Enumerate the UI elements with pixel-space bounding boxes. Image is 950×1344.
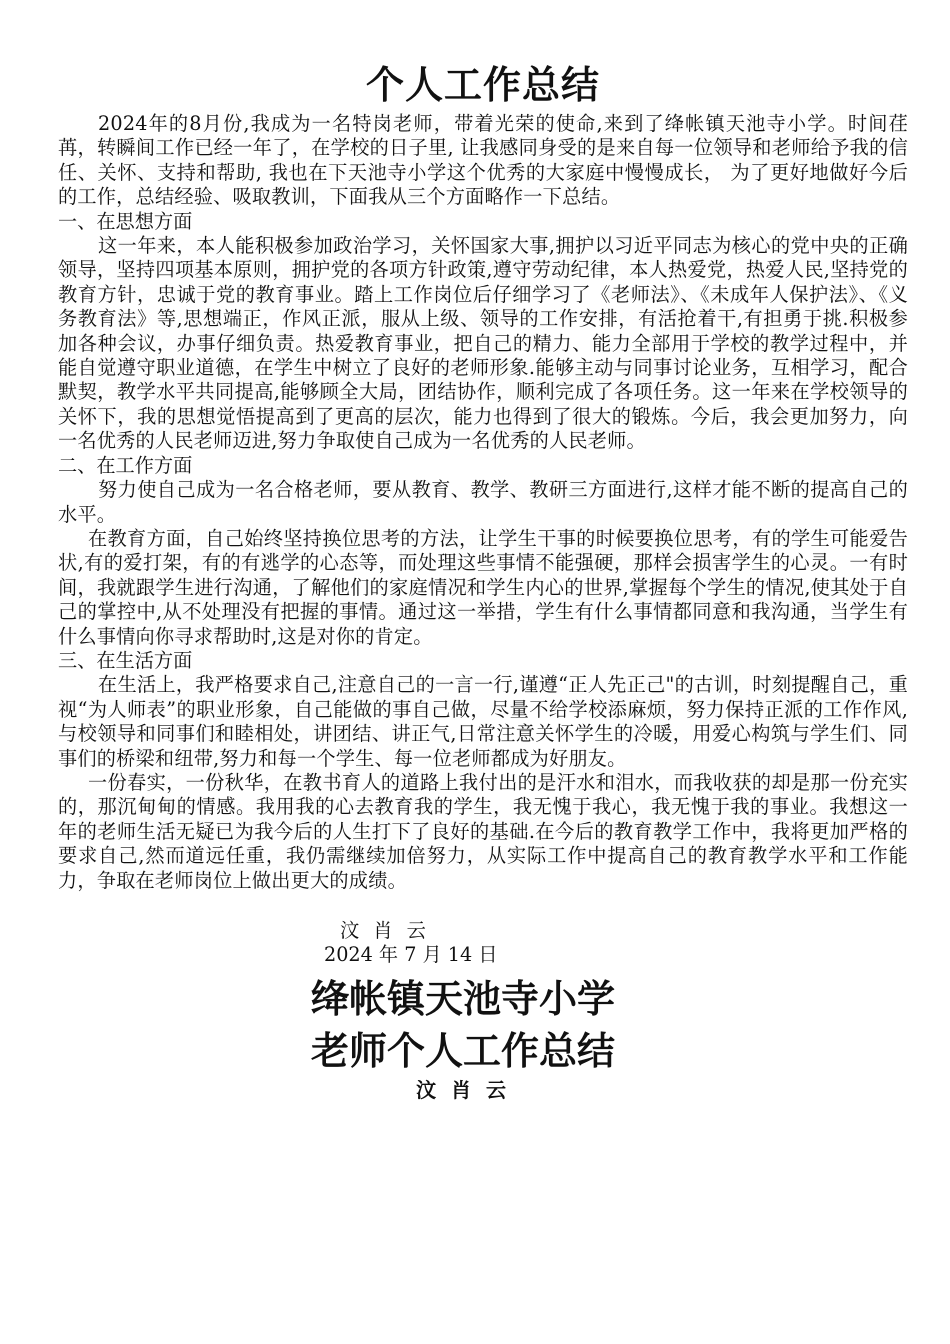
signature-date: 2024 年 7 月 14 日: [324, 943, 498, 966]
footer-author-name: 汶 肖 云: [416, 1078, 510, 1102]
section-paragraph-work-1: 努力使自己成为一名合格老师，要从教育、教学、教研三方面进行,这样才能不断的提高自己的水平。: [58, 478, 908, 526]
section-paragraph-work-2: 在教育方面，自己始终坚持换位思考的方法，让学生干事的时候要换位思考，有的学生可能爱告状,有的爱打架，有的有逃学的心态等，而处理这些事情不能强硬，那样会损害学生的心灵。一有时间，我就跟学生进行沟通，了解他们的家庭情况和学生内心的世界,掌握每个学生的情况,使其处于自己的掌控中,从不处理没有把握的事情。通过这一举措，学生有什么事情都同意和我沟通，当学生有什么事情向你寻求帮助时,这是对你的肯定。: [58, 526, 908, 648]
footer-block: [58, 973, 908, 1103]
signature-block: [58, 919, 908, 967]
section-paragraph-life: 在生活上，我严格要求自己,注意自己的一言一行,谨遵“正人先正己"的古训，时刻提醒自己，重视“为人师表”的职业形象，自己能做的事自己做，尽量不给学校添麻烦，努力保持正派的工作作风,与校领导和同事们和睦相处，讲团结、讲正气,日常注意关怀学生的冷暖，用爱心构筑与学生们、同事们的桥梁和纽带,努力和每一个学生、每一位老师都成为好朋友。: [58, 673, 908, 770]
section-heading-life: 三、在生活方面: [58, 648, 193, 672]
section-heading-thought: 一、在思想方面: [58, 209, 193, 233]
document-title: 个人工作总结: [365, 63, 600, 107]
section-paragraph-thought: 这一年来，本人能积极参加政治学习，关怀国家大事,拥护以习近平同志为核心的党中央的正确领导，坚持四项基本原则，拥护党的各项方针政策,遵守劳动纪律，本人热爱党，热爱人民,坚持党的教育方针，忠诚于党的教育事业。踏上工作岗位后仔细学习了《老师法》、《未成年人保护法》、《义务教育法》等,思想端正，作风正派，服从上级、领导的工作安排，有活抢着干,有担勇于挑.积极参加各种会议，办事仔细负责。热爱教育事业，把自己的精力、能力全部用于学校的教学过程中，并能自觉遵守职业道德，在学生中树立了良好的老师形象.能够主动与同事讨论业务，互相学习，配合默契，教学水平共同提高,能够顾全大局，团结协作，顺利完成了各项任务。这一年来在学校领导的关怀下，我的思想觉悟提高到了更高的层次，能力也得到了很大的锻炼。今后，我会更加努力，向一名优秀的人民老师迈进,努力争取使自己成为一名优秀的人民老师。: [58, 234, 908, 453]
section-heading-work: 二、在工作方面: [58, 453, 193, 477]
closing-paragraph: 一份春实，一份秋华，在教书育人的道路上我付出的是汗水和泪水，而我收获的却是那一份充实的，那沉甸甸的情感。我用我的心去教育我的学生，我无愧于我心，我无愧于我的事业。我想这一年的老师生活无疑已为我今后的人生打下了良好的基础.在今后的教育教学工作中，我将更加严格的要求自己,然而道远任重，我仍需继续加倍努力，从实际工作中提高自己的教育教学水平和工作能力，争取在老师岗位上做出更大的成绩。: [58, 770, 908, 892]
footer-title-line-2: 老师个人工作总结: [310, 1029, 615, 1073]
document-page: [58, 60, 908, 1103]
signature-name: 汶 肖 云: [340, 919, 430, 942]
intro-paragraph: 2024年的8月份,我成为一名特岗老师，带着光荣的使命,来到了绛帐镇天池寺小学。时间荏苒，转瞬间工作已经一年了，在学校的日子里, 让我感同身受的是来自每一位领导和老师给予我的信任、关怀、支持和帮助, 我也在下天池寺小学这个优秀的大家庭中慢慢成长， 为了更好地做好今后的工作，总结经验、吸取教训，下面我从三个方面略作一下总结。: [58, 112, 908, 209]
footer-title-line-1: 绛帐镇天池寺小学: [310, 977, 615, 1021]
